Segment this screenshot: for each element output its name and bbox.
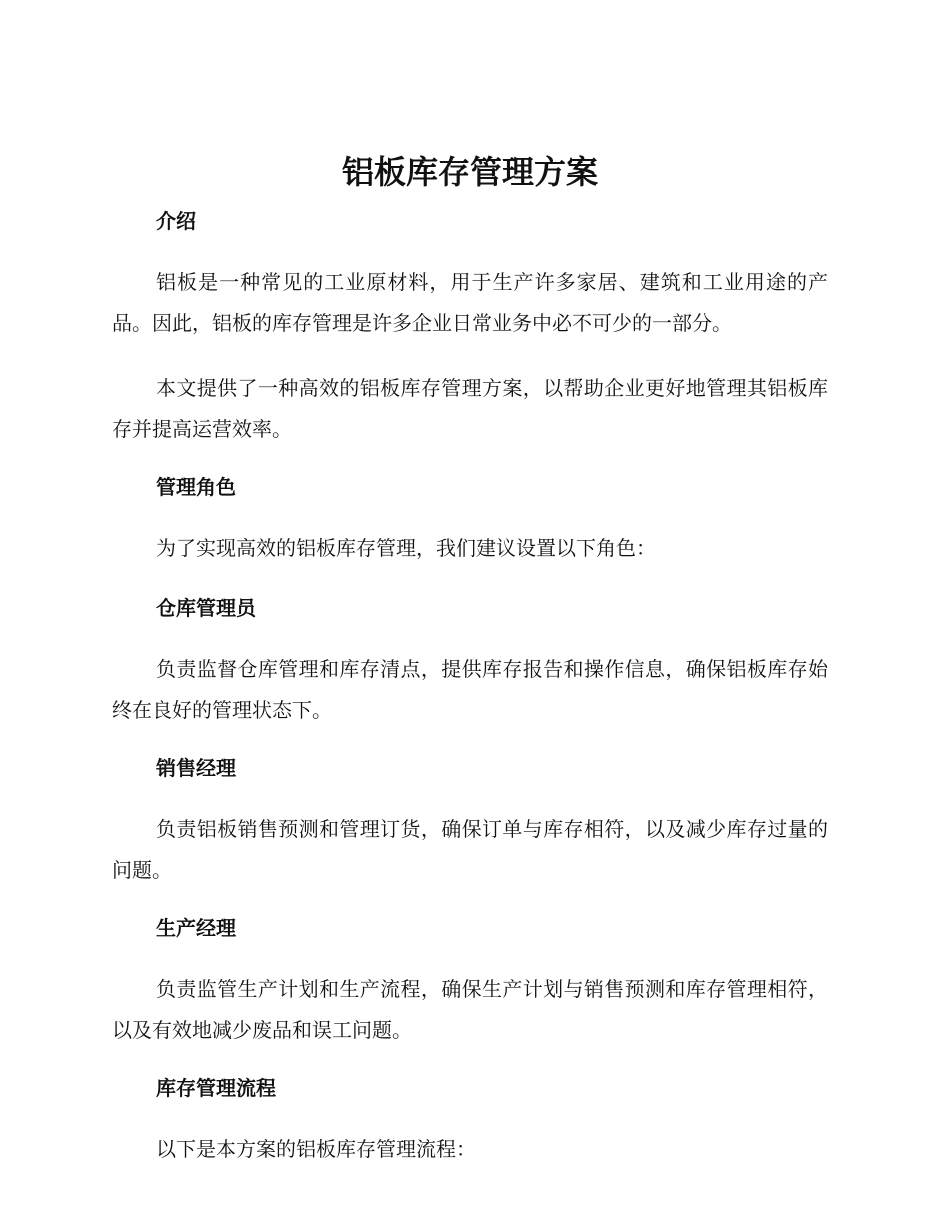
intro-paragraph-2: 本文提供了一种高效的铝板库存管理方案，以帮助企业更好地管理其铝板库存并提高运营效率。 [112, 376, 828, 441]
section-heading-warehouse-manager: 仓库管理员 [156, 596, 256, 620]
roles-intro-paragraph: 为了实现高效的铝板库存管理，我们建议设置以下角色： [156, 536, 656, 560]
document-content [112, 150, 828, 1196]
section-heading-inventory-process: 库存管理流程 [156, 1076, 276, 1100]
sales-manager-paragraph: 负责铝板销售预测和管理订货，确保订单与库存相符，以及减少库存过量的问题。 [112, 817, 828, 882]
section-heading-sales-manager: 销售经理 [156, 756, 236, 780]
intro-paragraph-1: 铝板是一种常见的工业原材料，用于生产许多家居、建筑和工业用途的产品。因此，铝板的库存管理是许多企业日常业务中必不可少的一部分。 [112, 270, 828, 335]
document-title: 铝板库存管理方案 [341, 153, 598, 191]
warehouse-manager-paragraph: 负责监督仓库管理和库存清点，提供库存报告和操作信息，确保铝板库存始终在良好的管理状态下。 [112, 657, 828, 722]
inventory-process-paragraph: 以下是本方案的铝板库存管理流程： [156, 1137, 476, 1161]
section-heading-management-roles: 管理角色 [156, 475, 236, 499]
production-manager-paragraph: 负责监管生产计划和生产流程，确保生产计划与销售预测和库存管理相符，以及有效地减少废品和误工问题。 [112, 977, 828, 1042]
section-heading-production-manager: 生产经理 [156, 916, 236, 940]
section-heading-intro: 介绍 [156, 209, 196, 233]
